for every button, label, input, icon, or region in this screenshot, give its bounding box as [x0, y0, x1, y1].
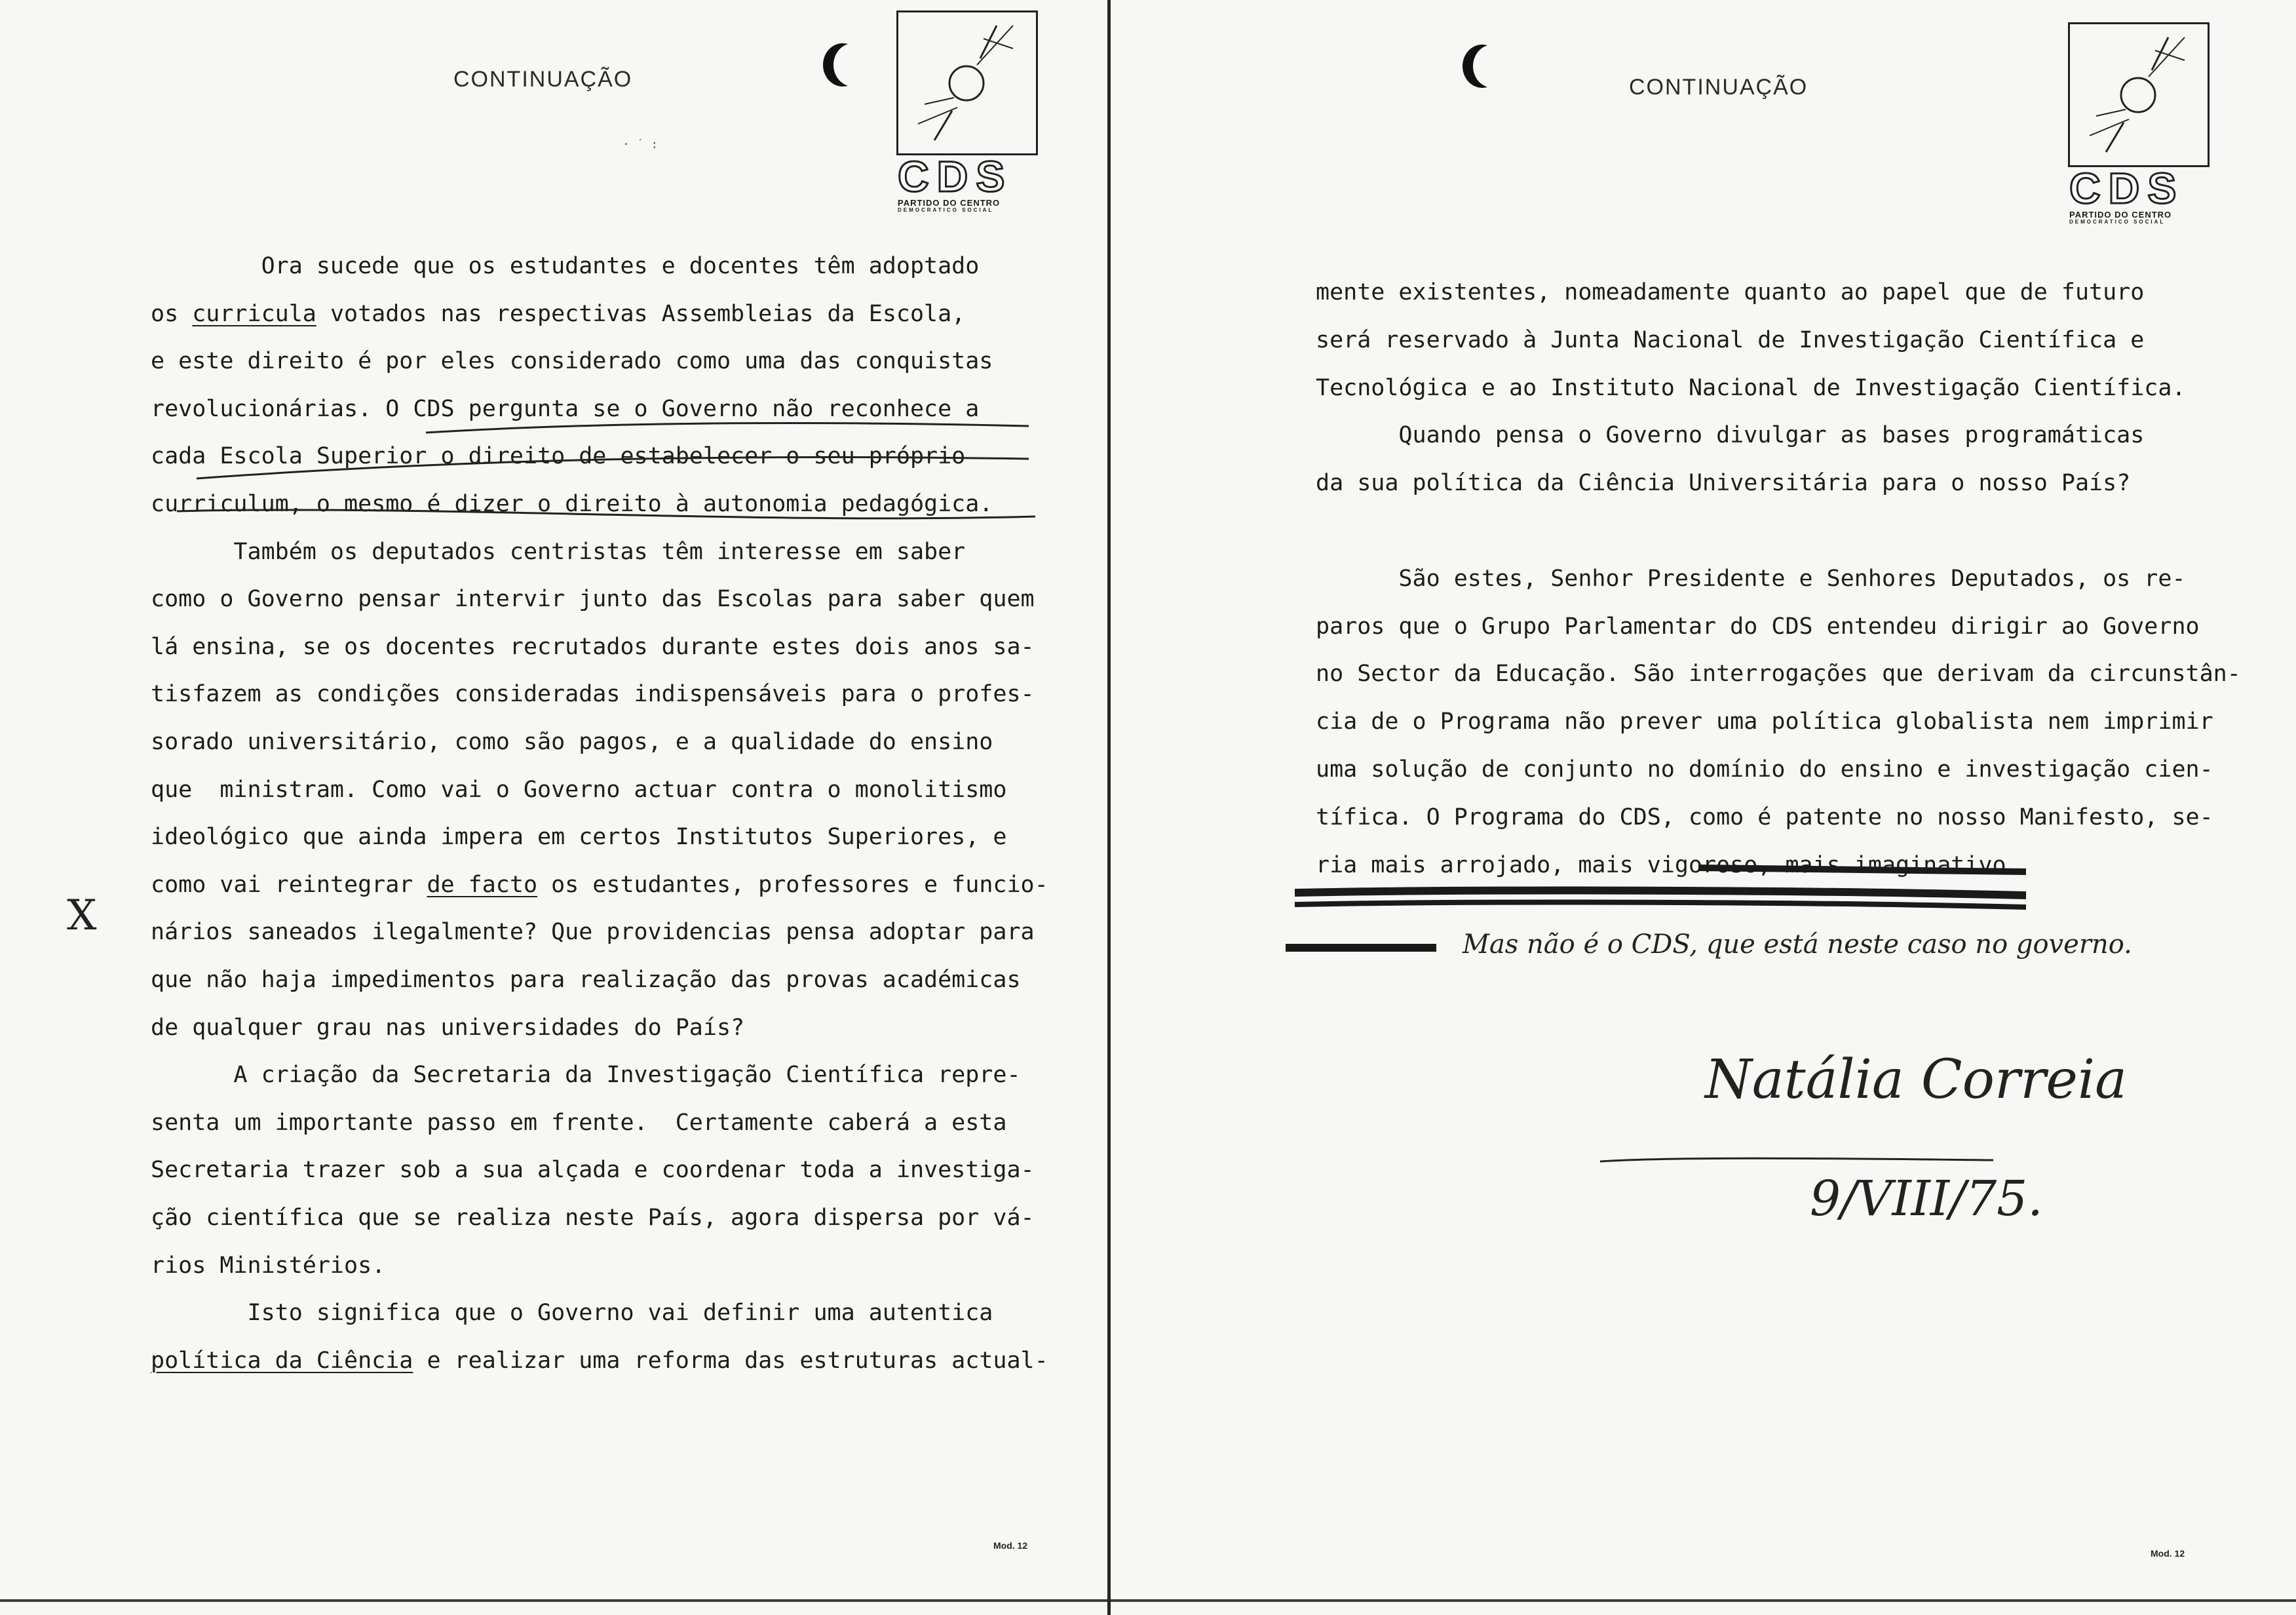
left-page — [0, 0, 1107, 1615]
text-segment: votados nas respectivas Assembleias da Escola, — [316, 300, 966, 327]
logo-subtitle: PARTIDO DO CENTRO — [2069, 210, 2172, 220]
text-segment: que ministram. Como vai o Governo actuar contra o monolitismo — [151, 776, 1007, 803]
crescent-mark-icon — [1473, 45, 1512, 88]
text-segment: lá ensina, se os docentes recrutados durante estes dois anos sa- — [151, 633, 1035, 660]
text-line — [1316, 470, 2130, 496]
text-segment: Tecnológica e ao Instituto Nacional de Investigação Científica. — [1316, 374, 2186, 401]
text-line — [151, 1110, 1006, 1136]
text-segment: será reservado à Junta Nacional de Investigação Científica e — [1316, 326, 2145, 353]
text-segment: curriculum, o mesmo é dizer o direito à autonomia pedagógica. — [151, 491, 993, 517]
text-segment: ção científica que se realiza neste País, agora dispersa por vá- — [151, 1205, 1035, 1231]
text-line — [151, 1015, 744, 1041]
text-segment: nários saneados ilegalmente? Que providencias pensa adoptar para — [151, 919, 1035, 946]
logo-text: CDS — [898, 152, 1013, 201]
struck-out-text — [1286, 852, 2268, 983]
logo-subtitle: PARTIDO DO CENTRO — [898, 198, 1001, 208]
text-segment: política da Ciência — [151, 1347, 413, 1374]
text-line — [151, 1253, 385, 1279]
text-segment: curricula — [192, 300, 316, 327]
text-line — [151, 348, 993, 374]
signature-date: 9/VIII/75. — [1810, 1171, 2043, 1227]
cds-logo — [2068, 22, 2213, 225]
text-line — [151, 1300, 993, 1326]
text-segment: no Sector da Educação. São interrogações que derivam da circunstân- — [1316, 661, 2241, 688]
text-segment: mente existentes, nomeadamente quanto ao papel que de futuro — [1316, 279, 2145, 305]
handwritten-note: Mas não é o CDS, que está neste caso no governo. — [1463, 929, 2132, 960]
text-segment: de facto — [427, 871, 538, 898]
logo-frame — [896, 10, 1038, 155]
text-segment: e realizar uma reforma das estruturas actual- — [413, 1347, 1048, 1374]
right-page — [1122, 0, 2296, 1615]
page-heading: CONTINUAÇÃO — [453, 67, 633, 92]
text-segment: paros que o Grupo Parlamentar do CDS entendeu dirigir ao Governo — [1316, 613, 2200, 640]
logo-emblem-icon — [898, 12, 1036, 153]
form-number: Mod. 12 — [2151, 1548, 2185, 1559]
text-line — [1316, 279, 2144, 305]
text-line — [151, 253, 979, 279]
cds-logo — [896, 10, 1042, 213]
text-line — [151, 1062, 1021, 1088]
text-line — [1316, 709, 2213, 735]
page-heading: CONTINUAÇÃO — [1629, 75, 1808, 100]
text-segment: sorado universitário, como são pagos, e a qualidade do ensino — [151, 729, 993, 755]
text-segment: Quando pensa o Governo divulgar as bases programáticas — [1316, 422, 2145, 449]
signature-line — [1600, 1154, 1993, 1167]
text-line — [1316, 327, 2144, 353]
scan-specks: · ˙ : — [622, 138, 659, 151]
text-segment: que não haja impedimentos para realização das provas académicas — [151, 967, 1021, 993]
text-line — [151, 967, 1021, 993]
text-line — [151, 1348, 1048, 1374]
text-segment: e este direito é por eles considerado como uma das conquistas — [151, 348, 993, 375]
text-segment: Secretaria trazer sob a sua alçada e coordenar toda a investiga- — [151, 1157, 1035, 1184]
text-segment: uma solução de conjunto no domínio do ensino e investigação cien- — [1316, 756, 2213, 783]
logo-text: CDS — [2069, 164, 2185, 212]
text-line — [151, 681, 1035, 707]
text-line — [1316, 756, 2213, 783]
text-segment: da sua política da Ciência Universitária para o nosso País? — [1316, 470, 2131, 497]
logo-subtitle-2: DEMOCRATICO SOCIAL — [2069, 219, 2166, 225]
text-line — [151, 301, 965, 327]
text-line — [1316, 613, 2200, 640]
page-divider — [1107, 0, 1111, 1615]
text-line — [151, 1157, 1035, 1183]
text-line — [1316, 422, 2144, 448]
text-segment: Ora sucede que os estudantes e docentes têm adoptado — [151, 253, 980, 279]
text-segment: como vai reintegrar — [151, 871, 427, 898]
text-segment: como o Governo pensar intervir junto das Escolas para saber quem — [151, 586, 1035, 613]
text-line — [1316, 375, 2186, 401]
text-line — [151, 824, 1006, 850]
text-segment: de qualquer grau nas universidades do País? — [151, 1014, 745, 1041]
text-segment: cada Escola Superior o direito de estabelecer o seu próprio — [151, 443, 966, 470]
text-line — [151, 1205, 1035, 1231]
margin-x-mark: X — [67, 891, 97, 940]
text-segment: Também os deputados centristas têm interesse em saber — [151, 538, 966, 565]
text-segment: revolucionárias. O CDS pergunta se o Governo não reconhece a — [151, 395, 980, 422]
handwritten-underlines — [164, 406, 1081, 551]
logo-subtitle-2: DEMOCRATICO SOCIAL — [898, 207, 994, 213]
text-line — [1316, 661, 2241, 687]
text-segment: cia de o Programa não prever uma política globalista nem imprimir — [1316, 709, 2213, 735]
text-line — [151, 586, 1035, 612]
text-segment: A criação da Secretaria da Investigação Científica repre- — [151, 1062, 1021, 1089]
text-segment: ria mais arrojado, mais vigoroso, mais imaginativo. — [1316, 851, 2020, 878]
text-segment: Isto significa que o Governo vai definir uma autentica — [151, 1300, 993, 1327]
text-segment: tífica. O Programa do CDS, como é patente no nosso Manifesto, se- — [1316, 804, 2213, 830]
form-number: Mod. 12 — [993, 1540, 1028, 1551]
text-line — [1316, 804, 2213, 830]
text-line — [151, 729, 993, 755]
logo-frame — [2068, 22, 2210, 167]
text-line — [151, 872, 1048, 898]
text-segment: os estudantes, professores e funcio- — [537, 871, 1048, 898]
text-segment: ideológico que ainda impera em certos Institutos Superiores, e — [151, 824, 1007, 851]
logo-emblem-icon — [2070, 24, 2208, 165]
text-line — [151, 634, 1035, 660]
signature: Natália Correia — [1705, 1049, 2128, 1111]
text-line — [151, 919, 1035, 945]
text-segment: os — [151, 300, 193, 327]
text-line — [151, 777, 1006, 803]
crescent-mark-icon — [833, 43, 873, 87]
text-segment: rios Ministérios. — [151, 1252, 386, 1279]
text-segment: São estes, Senhor Presidente e Senhores Deputados, os re- — [1316, 565, 2186, 592]
text-line — [1316, 566, 2186, 592]
text-segment: tisfazem as condições consideradas indispensáveis para o profes- — [151, 681, 1035, 708]
text-segment: senta um importante passo em frente. Certamente caberá a esta — [151, 1109, 1007, 1136]
